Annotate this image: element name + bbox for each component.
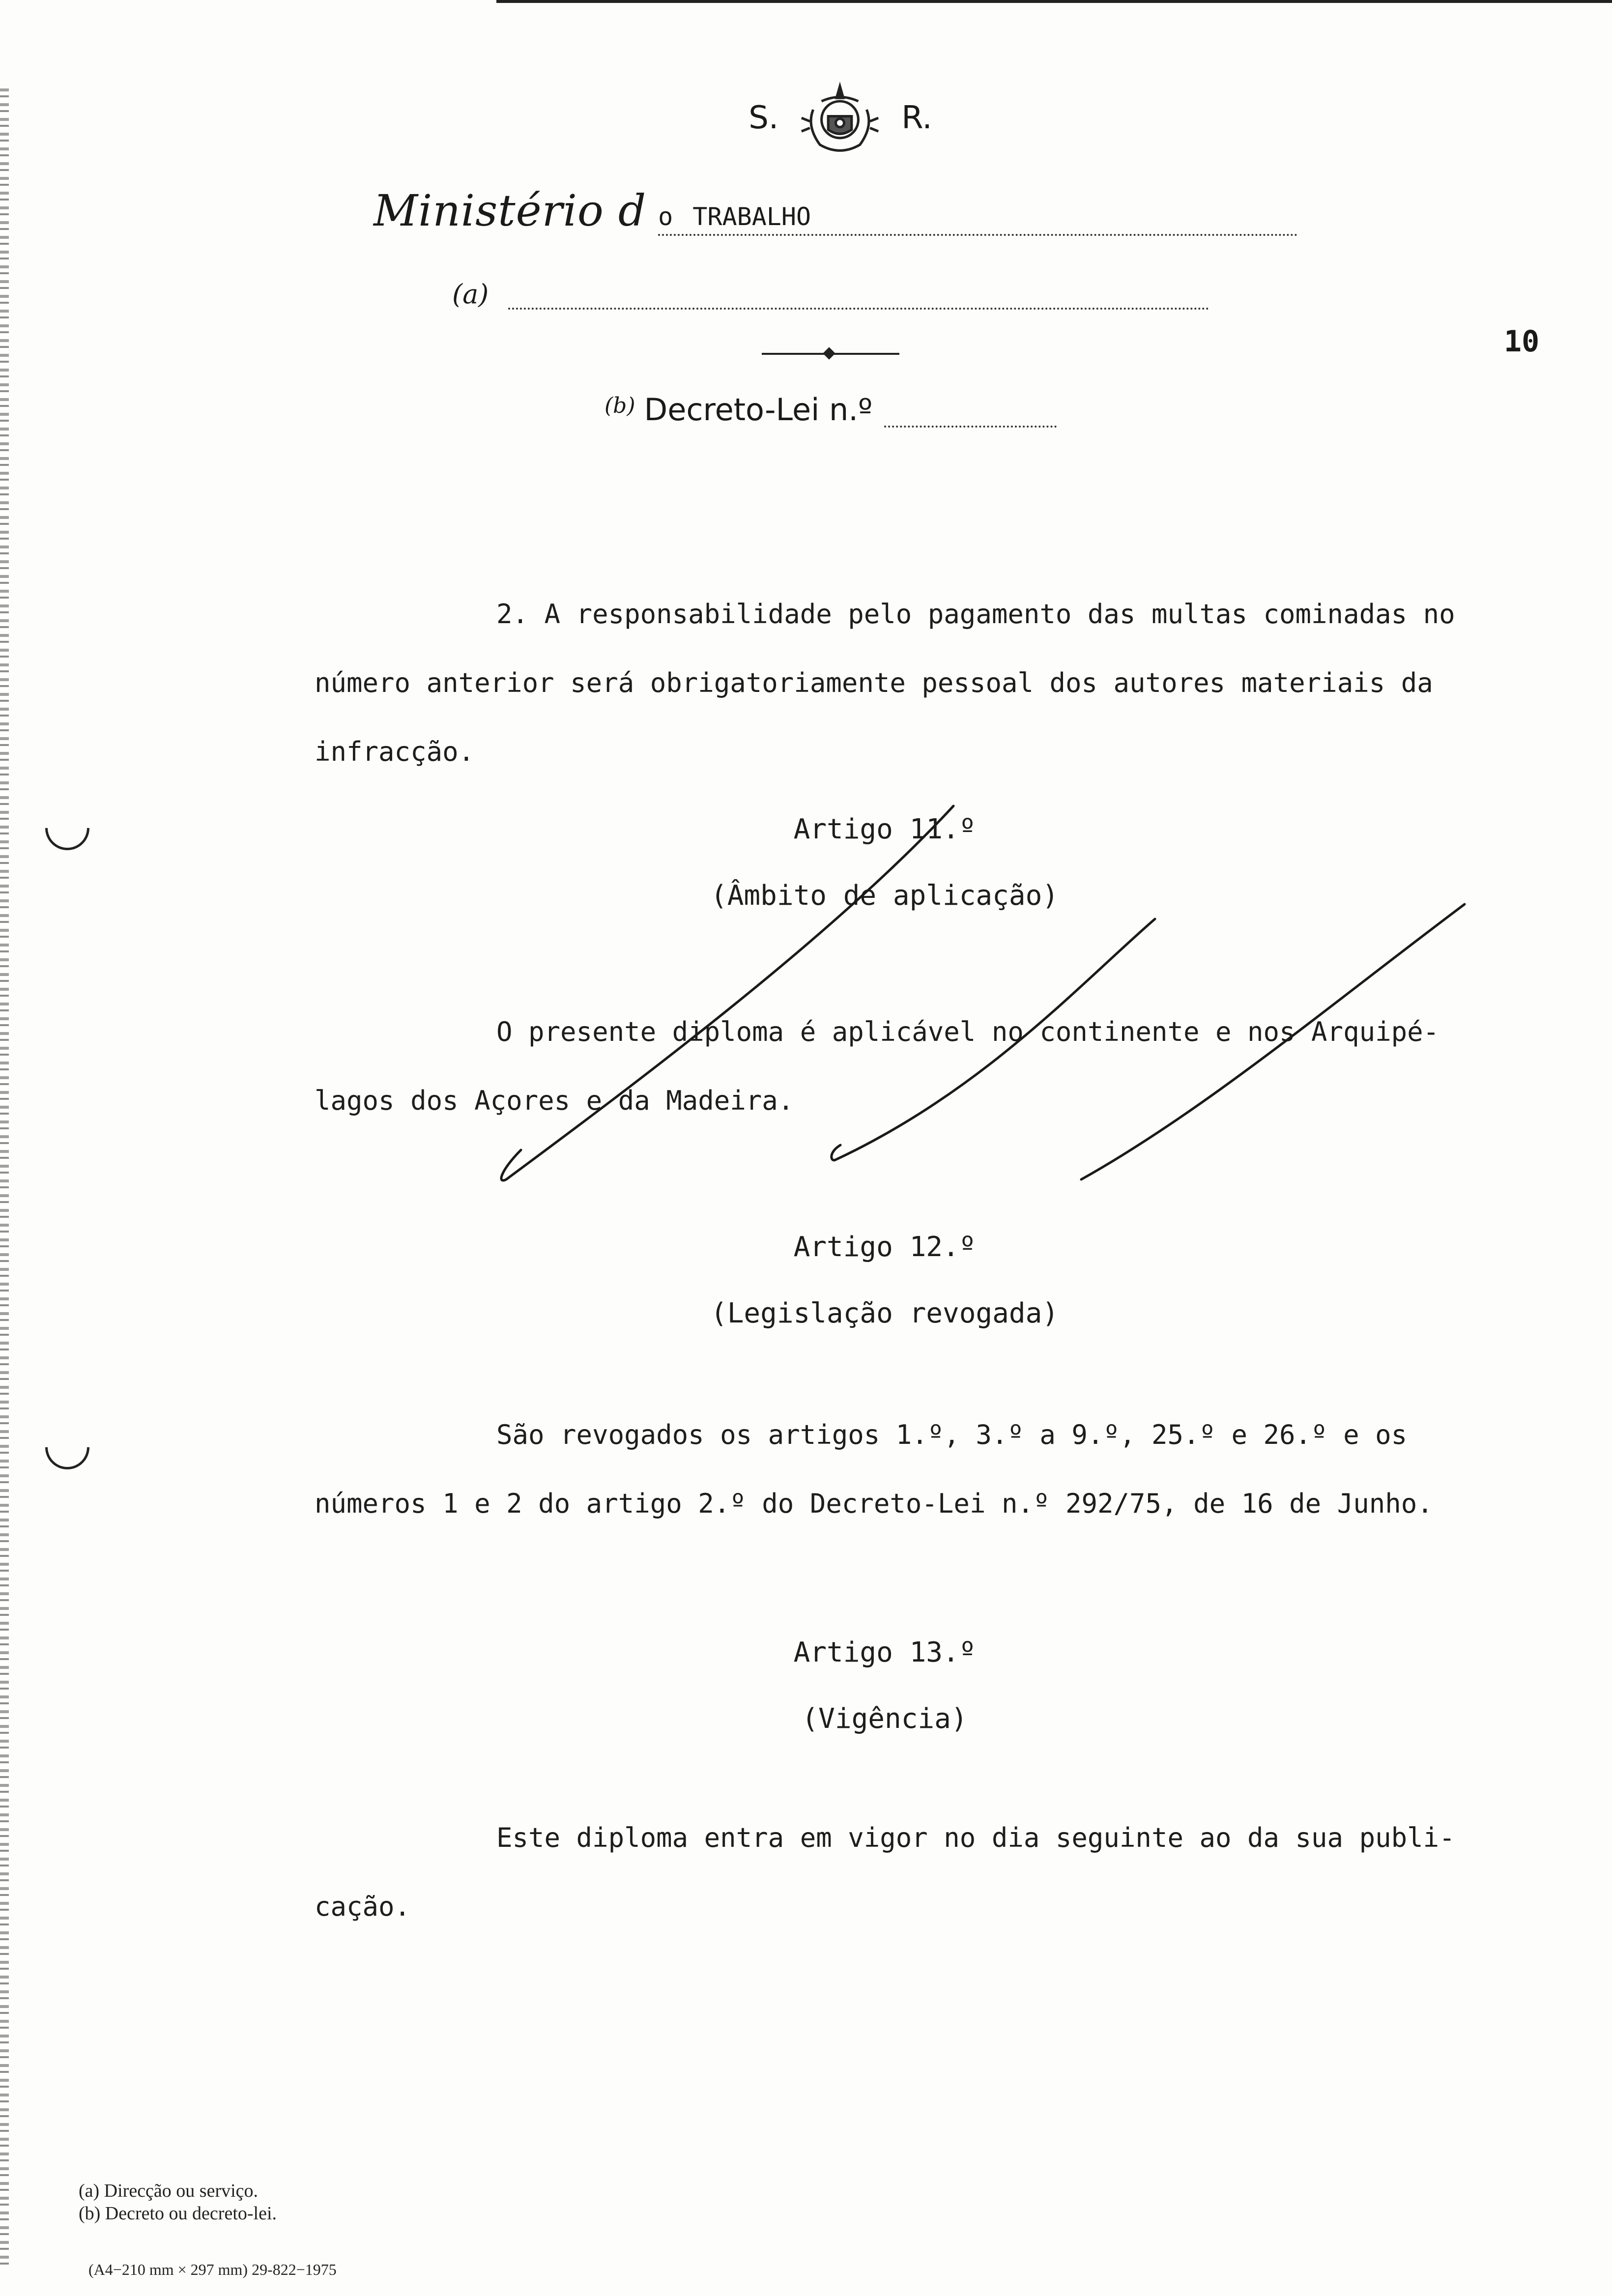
ministry-line (374, 177, 1297, 236)
article-12-title: Artigo 12.º (793, 1231, 976, 1263)
service-field (508, 293, 1209, 310)
service-line (452, 270, 1209, 310)
footnote-b: (b) Decreto ou decreto-lei. (79, 2203, 277, 2224)
article-11-line: O presente diploma é aplicável no continente e nos Arquipé- (496, 1016, 1439, 1047)
punch-hole-mark (36, 797, 98, 859)
article-12-line: números 1 e 2 do artigo 2.º do Decreto-Lei n.º 292/75, de 16 de Junho. (315, 1488, 1433, 1519)
article-12-subtitle: (Legislação revogada) (710, 1297, 1059, 1329)
article-13-subtitle: (Vigência) (802, 1703, 968, 1735)
decree-label: Decreto-Lei n.º (644, 392, 873, 428)
letter-s: S. (748, 100, 779, 136)
letter-r: R. (901, 100, 932, 136)
paragraph-line: número anterior será obrigatoriamente pessoal dos autores materiais da (315, 667, 1433, 698)
punch-hole-mark (36, 1416, 98, 1478)
coat-of-arms-icon (798, 76, 882, 160)
article-13-title: Artigo 13.º (793, 1636, 976, 1668)
article-12-line: São revogados os artigos 1.º, 3.º a 9.º, 25.º e 26.º e os (496, 1419, 1408, 1450)
binding-edge (0, 88, 9, 2270)
letterhead-seal-row (718, 74, 963, 162)
paragraph-line: infracção. (315, 736, 475, 767)
ministry-label: Ministério d (374, 185, 647, 236)
decree-line-marker: (b) (604, 393, 635, 418)
ministry-field (658, 202, 1297, 236)
article-11-line: lagos dos Açores e da Madeira. (315, 1085, 794, 1116)
footnotes (79, 2180, 277, 2225)
article-13-line: cação. (315, 1891, 411, 1922)
article-11-subtitle: (Âmbito de aplicação) (710, 880, 1059, 912)
ornament-divider (762, 349, 899, 359)
paragraph-line: 2. A responsabilidade pelo pagamento das multas cominadas no (496, 599, 1455, 630)
top-rule (496, 0, 1612, 3)
ministry-field-article: o (658, 202, 673, 231)
service-line-marker: (a) (452, 279, 489, 310)
form-code: (A4−210 mm × 297 mm) 29-822−1975 (88, 2261, 337, 2278)
decree-number-field (884, 411, 1057, 428)
ministry-field-name: TRABALHO (692, 202, 811, 231)
article-11-title: Artigo 11.º (793, 813, 976, 845)
decree-line (604, 383, 1057, 428)
page-number: 10 (1504, 324, 1540, 359)
footnote-a: (a) Direcção ou serviço. (79, 2181, 259, 2201)
article-13-line: Este diploma entra em vigor no dia seguinte ao da sua publi- (496, 1822, 1455, 1853)
